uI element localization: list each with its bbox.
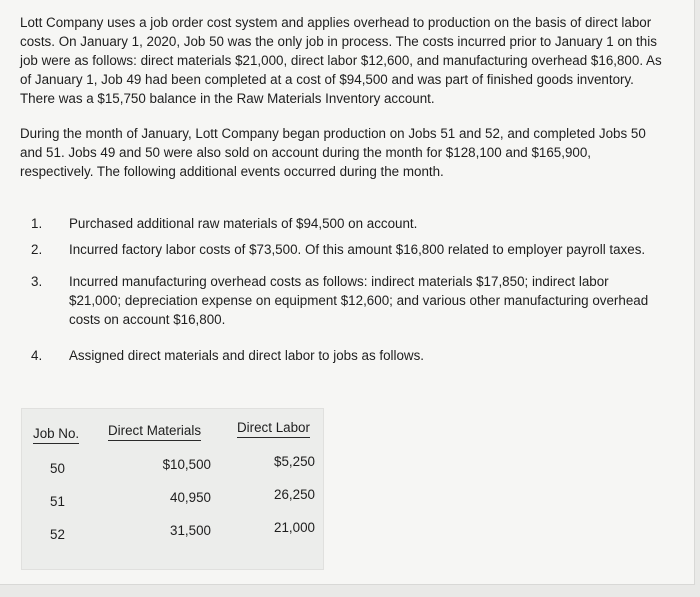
cell-direct-materials: 31,500 xyxy=(170,523,211,538)
event-text: Incurred factory labor costs of $73,500. Of this amount $16,800 related to employer payroll taxes. xyxy=(69,242,646,257)
cell-direct-materials: 40,950 xyxy=(170,490,211,505)
header-job-no: Job No. xyxy=(33,425,79,444)
job-cost-table xyxy=(21,408,324,570)
event-number: 2. xyxy=(31,242,43,257)
january-paragraph: During the month of January, Lott Company began production on Jobs 51 and 52, and completed Jobs 50 and 51. Jobs 49 and 50 were also sold on account during the month for $128,100 and $165,900, respectively. The following additional events occurred during the month. xyxy=(20,126,646,179)
cell-direct-labor: 26,250 xyxy=(274,487,315,502)
cell-direct-labor: $5,250 xyxy=(274,454,315,469)
event-text: Assigned direct materials and direct labor to jobs as follows. xyxy=(69,348,425,363)
cell-direct-materials: $10,500 xyxy=(162,457,211,472)
event-text: Incurred manufacturing overhead costs as follows: indirect materials $17,850; indirect labor $21,000; depreciation expense on equipment $12,600; and various other manufacturing overhead costs on account $16,800. xyxy=(69,274,649,327)
event-number: 1. xyxy=(31,216,43,231)
header-direct-labor: Direct Labor xyxy=(237,419,310,438)
cell-job: 52 xyxy=(50,527,65,542)
event-text: Purchased additional raw materials of $94,500 on account. xyxy=(69,216,418,231)
intro-paragraph: Lott Company uses a job order cost system and applies overhead to production on the basis of direct labor costs. On January 1, 2020, Job 50 was the only job in process. The costs incurred prior to January 1 on this job were as follows: direct materials $21,000, direct labor $12,600, and manufacturing overhead $16,800. As of January 1, Job 49 had been completed at a cost of $94,500 and was part of finished goods inventory. There was a $15,750 balance in the Raw Materials Inventory account. xyxy=(20,15,662,106)
event-number: 3. xyxy=(31,274,43,289)
header-direct-materials: Direct Materials xyxy=(108,422,201,441)
cell-job: 51 xyxy=(50,494,65,509)
cell-job: 50 xyxy=(50,461,65,476)
event-number: 4. xyxy=(31,348,43,363)
cell-direct-labor: 21,000 xyxy=(274,520,315,535)
